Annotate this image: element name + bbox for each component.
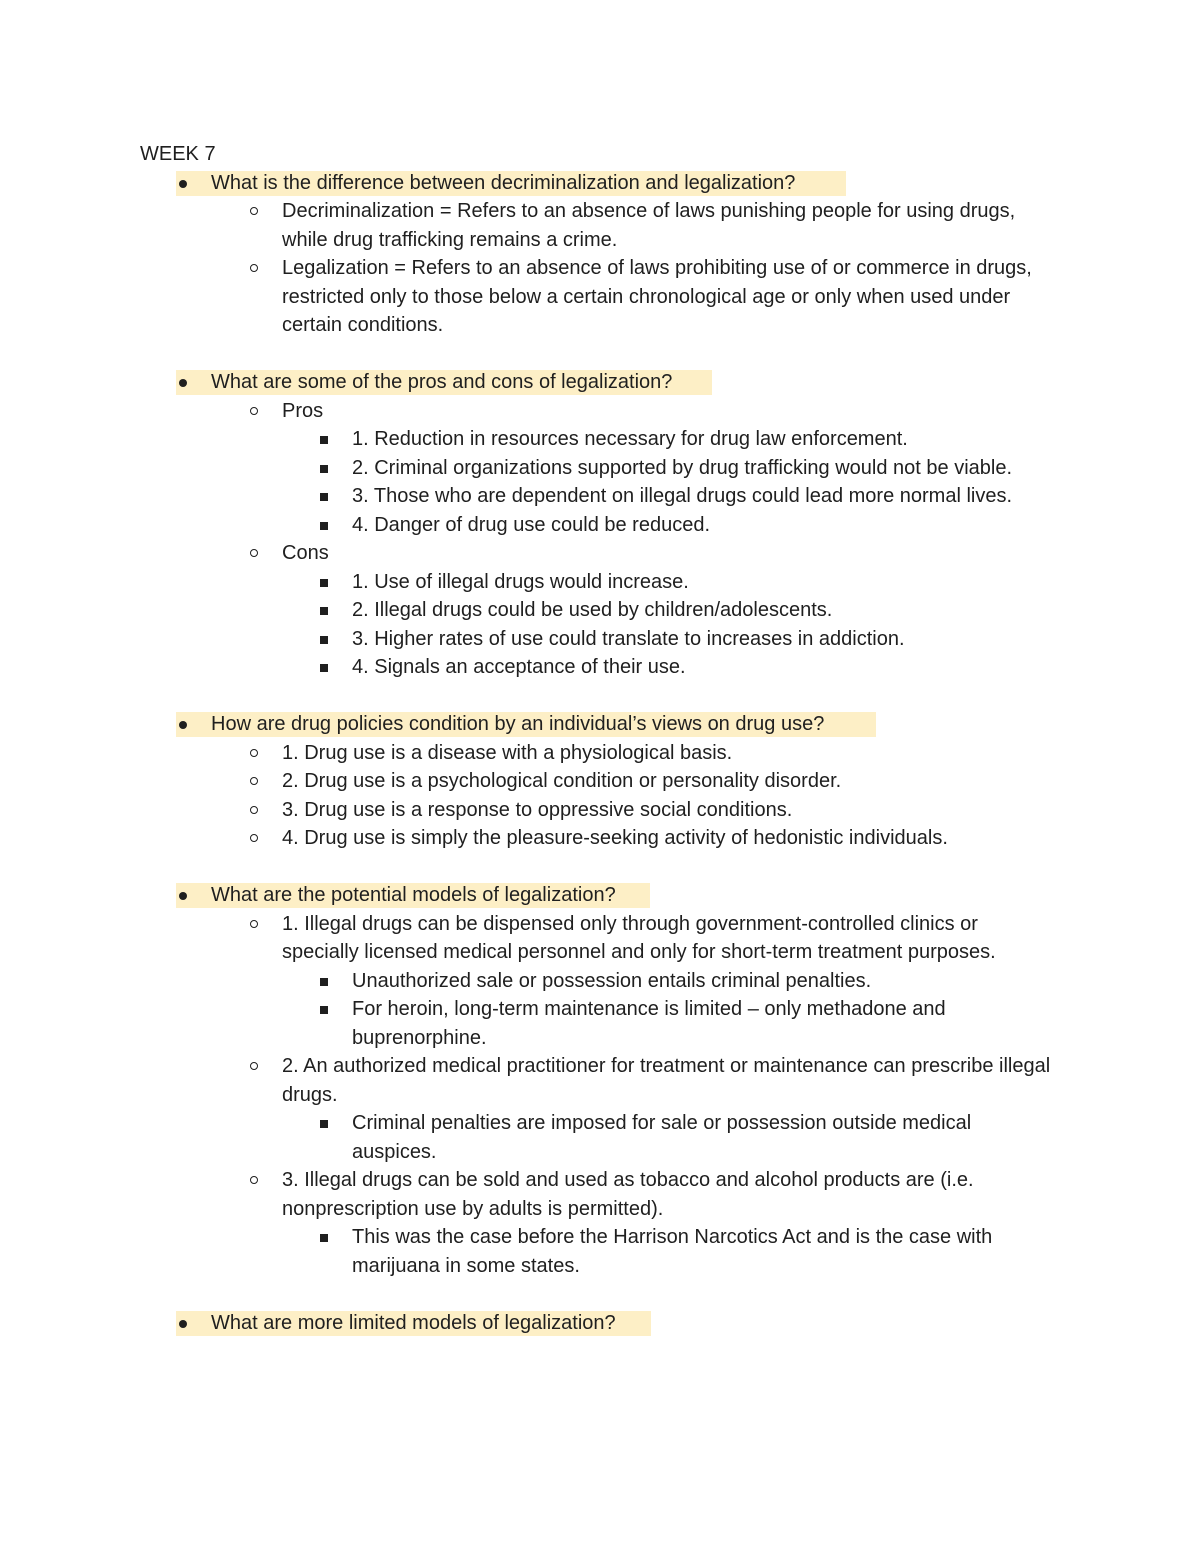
- sub-item: [140, 568, 1060, 597]
- answer-text: 1. Illegal drugs can be dispensed only through government-controlled clinics or specially licensed medical personnel and only for short-term treatment purposes.: [282, 912, 996, 963]
- sub-item: [140, 653, 1060, 682]
- circle-bullet-icon: [250, 806, 258, 814]
- answer-text: 1. Drug use is a disease with a physiological basis.: [282, 741, 733, 764]
- sub-item-text: 4. Signals an acceptance of their use.: [352, 656, 686, 678]
- question-text: What are some of the pros and cons of legalization?: [211, 371, 673, 393]
- square-bullet-icon: [320, 522, 328, 530]
- blank-line: [140, 682, 1060, 711]
- sub-item: [140, 1109, 1060, 1166]
- question-text: What are the potential models of legalization?: [211, 884, 616, 906]
- question-item: [140, 1309, 1060, 1338]
- sub-item-text: This was the case before the Harrison Narcotics Act and is the case with marijuana in some states.: [352, 1226, 993, 1277]
- answer-text: 2. Drug use is a psychological condition or personality disorder.: [282, 770, 842, 792]
- answer-item: [140, 539, 1060, 568]
- sub-item: [140, 425, 1060, 454]
- blank-line: [140, 853, 1060, 882]
- circle-bullet-icon: [250, 549, 258, 557]
- circle-bullet-icon: [250, 920, 258, 928]
- sub-item-text: 3. Those who are dependent on illegal drugs could lead more normal lives.: [352, 485, 1013, 507]
- answer-text: Legalization = Refers to an absence of laws prohibiting use of or commerce in drugs, restricted only to those below a certain chronological age or only when used under certain conditions.: [282, 257, 1032, 336]
- answer-item: [140, 197, 1060, 254]
- sub-item-text: For heroin, long-term maintenance is limited – only methadone and buprenorphine.: [352, 998, 946, 1049]
- sub-item: [140, 482, 1060, 511]
- sub-item: [140, 967, 1060, 996]
- square-bullet-icon: [320, 978, 328, 986]
- bullet-icon: [179, 721, 187, 729]
- answer-item: [140, 824, 1060, 853]
- circle-bullet-icon: [250, 777, 258, 785]
- document-page: [140, 140, 1060, 1337]
- square-bullet-icon: [320, 436, 328, 444]
- answer-item: [140, 254, 1060, 340]
- answer-item: [140, 1166, 1060, 1223]
- answer-text: Cons: [282, 542, 329, 564]
- square-bullet-icon: [320, 465, 328, 473]
- answer-item: [140, 397, 1060, 426]
- question-item: [140, 710, 1060, 739]
- answer-text: 2. An authorized medical practitioner for treatment or maintenance can prescribe illegal drugs.: [282, 1055, 1051, 1106]
- answer-item: [140, 1052, 1060, 1109]
- answer-item: [140, 796, 1060, 825]
- sub-item-text: 2. Criminal organizations supported by drug trafficking would not be viable.: [352, 456, 1012, 479]
- bullet-icon: [179, 379, 187, 387]
- sub-item-text: 3. Higher rates of use could translate to increases in addiction.: [352, 627, 905, 650]
- question-text: How are drug policies condition by an individual’s views on drug use?: [211, 713, 825, 735]
- question-item: [140, 368, 1060, 397]
- notes-list: [140, 169, 1060, 1338]
- square-bullet-icon: [320, 636, 328, 644]
- answer-text: 3. Drug use is a response to oppressive social conditions.: [282, 798, 793, 821]
- circle-bullet-icon: [250, 1062, 258, 1070]
- question-item: [140, 881, 1060, 910]
- question-text: What are more limited models of legalization?: [211, 1311, 616, 1334]
- answer-text: 3. Illegal drugs can be sold and used as tobacco and alcohol products are (i.e. nonprescription use by adults is permitted).: [282, 1169, 974, 1220]
- answer-item: [140, 739, 1060, 768]
- sub-item: [140, 625, 1060, 654]
- circle-bullet-icon: [250, 749, 258, 757]
- sub-item-text: 2. Illegal drugs could be used by children/adolescents.: [352, 599, 833, 621]
- question-text: What is the difference between decriminalization and legalization?: [211, 171, 796, 194]
- sub-item: [140, 1223, 1060, 1280]
- bullet-icon: [179, 1320, 187, 1328]
- square-bullet-icon: [320, 664, 328, 672]
- square-bullet-icon: [320, 1234, 328, 1242]
- answer-text: Decriminalization = Refers to an absence of laws punishing people for using drugs, while drug trafficking remains a crime.: [282, 200, 1016, 251]
- sub-item: [140, 596, 1060, 625]
- square-bullet-icon: [320, 1120, 328, 1128]
- bullet-icon: [179, 180, 187, 188]
- answer-item: [140, 910, 1060, 967]
- sub-item: [140, 995, 1060, 1052]
- blank-line: [140, 1280, 1060, 1309]
- circle-bullet-icon: [250, 407, 258, 415]
- sub-item-text: Unauthorized sale or possession entails criminal penalties.: [352, 969, 872, 992]
- square-bullet-icon: [320, 493, 328, 501]
- square-bullet-icon: [320, 607, 328, 615]
- sub-item-text: 1. Reduction in resources necessary for drug law enforcement.: [352, 428, 908, 450]
- question-item: [140, 169, 1060, 198]
- bullet-icon: [179, 892, 187, 900]
- answer-text: Pros: [282, 399, 324, 422]
- circle-bullet-icon: [250, 264, 258, 272]
- circle-bullet-icon: [250, 834, 258, 842]
- sub-item-text: Criminal penalties are imposed for sale or possession outside medical auspices.: [352, 1112, 972, 1163]
- blank-line: [140, 340, 1060, 369]
- sub-item: [140, 454, 1060, 483]
- answer-text: 4. Drug use is simply the pleasure-seeking activity of hedonistic individuals.: [282, 827, 948, 849]
- document-title: WEEK 7: [140, 143, 216, 165]
- sub-item: [140, 511, 1060, 540]
- circle-bullet-icon: [250, 1176, 258, 1184]
- answer-item: [140, 767, 1060, 796]
- square-bullet-icon: [320, 579, 328, 587]
- sub-item-text: 4. Danger of drug use could be reduced.: [352, 513, 711, 536]
- sub-item-text: 1. Use of illegal drugs would increase.: [352, 570, 689, 593]
- circle-bullet-icon: [250, 207, 258, 215]
- square-bullet-icon: [320, 1006, 328, 1014]
